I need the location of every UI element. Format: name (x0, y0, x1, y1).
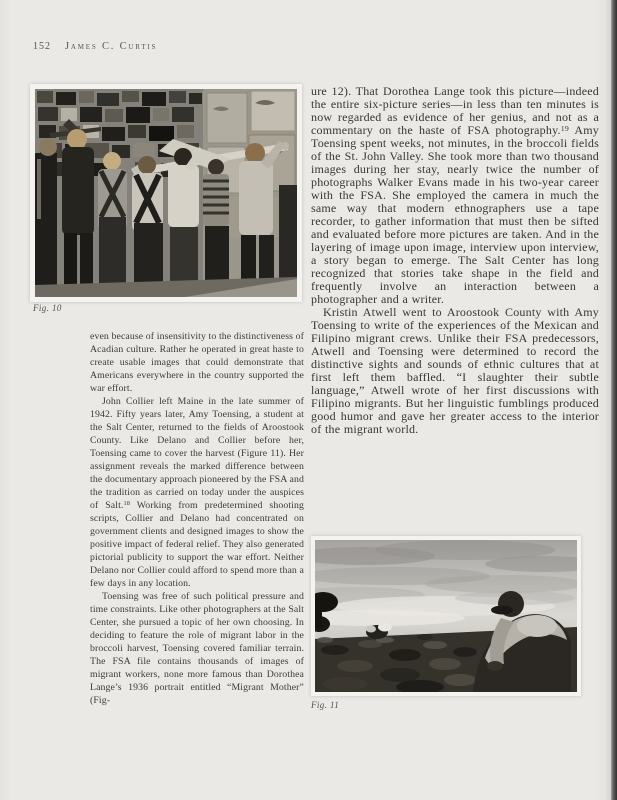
paragraph-text: Kristin Atwell went to Aroostook County with Amy Toensing to write of the experiences of the Mexican and Filipino migrant crews. Unlike their FSA predecessors, Atwell and Toensing were determined to record the distinctive sights and sounds of ethnic cultures that at first left them baffled. “I slaughter their subtle language,” Atwell wrote of her first discussions with Filipino migrants. But her linguistic fumblings produced good humor and gave her greater access to the interior of the migrant world. (311, 305, 599, 436)
running-head: James C. Curtis (65, 41, 158, 52)
fig10-photo (30, 84, 302, 302)
paragraph (90, 395, 304, 590)
paragraph (90, 330, 304, 395)
fig11-illustration (315, 540, 577, 692)
right-text-column (311, 85, 599, 436)
fig10-illustration (35, 89, 297, 297)
left-text-column (90, 330, 304, 707)
footnote-ref-19: 19 (560, 123, 569, 133)
footnote-ref-18: 18 (123, 500, 130, 508)
scan-page-edge (611, 0, 617, 800)
paragraph-text: even because of insensitivity to the distinctiveness of Acadian culture. Rather he operated in great haste to create usable images that could demonstrate that Americans everywhere in the country supported the war effort. (90, 331, 304, 394)
fig11-caption: Fig. 11 (311, 700, 340, 710)
paragraph (311, 306, 599, 436)
paragraph-text: Amy Toensing spent weeks, not minutes, in the broccoli fields of the St. John Valley. She took more than two thousand images during her stay, nearly twice the number of photographs Walker Evans made in his two-year career with the FSA. She employed the camera in much the same way that modern ethnographers use a tape recorder, to gather information that must then be sifted and evaluated before more pictures are taken. And in the layering of image upon image, interview upon interview, a story began to emerge. The Salt Center has long recognized that stories take shape in the field and frequently involve an interaction between a photographer and a writer. (311, 123, 599, 306)
page-number: 152 (33, 41, 51, 52)
fig11-photo (311, 536, 581, 696)
page-header (33, 41, 157, 52)
paragraph-text: ure 12). That Dorothea Lange took this picture—indeed the entire six-picture series—in less than ten minutes is now regarded as evidence of her genius, and not as a commentary on the haste of FSA photography. (311, 84, 599, 137)
paragraph (90, 590, 304, 707)
paragraph-text: Working from predetermined shooting scripts, Collier and Delano had concentrated on government clients and designed images to show the positive impact of federal relief. They also generated pictorial publicity to support the war effort. Neither Delano nor Collier could afford to spend more than a few days in any location. (90, 500, 304, 589)
fig10-caption: Fig. 10 (33, 303, 62, 313)
paragraph (311, 85, 599, 306)
paragraph-text: John Collier left Maine in the late summer of 1942. Fifty years later, Amy Toensing, a student at the Salt Center, returned to the fields of Aroostook County. Like Delano and Collier before her, Toensing came to cover the harvest (Figure 11). Her assignment reveals the marked difference between the documentary approach pioneered by the FSA and the tradition as carried on today under the auspices of Salt. (90, 396, 304, 511)
paragraph-text: Toensing was free of such political pressure and time constraints. Like other photographers at the Salt Center, she pursued a topic of her own choosing. In deciding to feature the role of migrant labor in the broccoli harvest, Toensing covered familiar terrain. The FSA file contains thousands of images of migrant workers, none more famous than Dorothea Lange’s 1936 portrait entitled “Migrant Mother” (Fig- (90, 591, 304, 706)
